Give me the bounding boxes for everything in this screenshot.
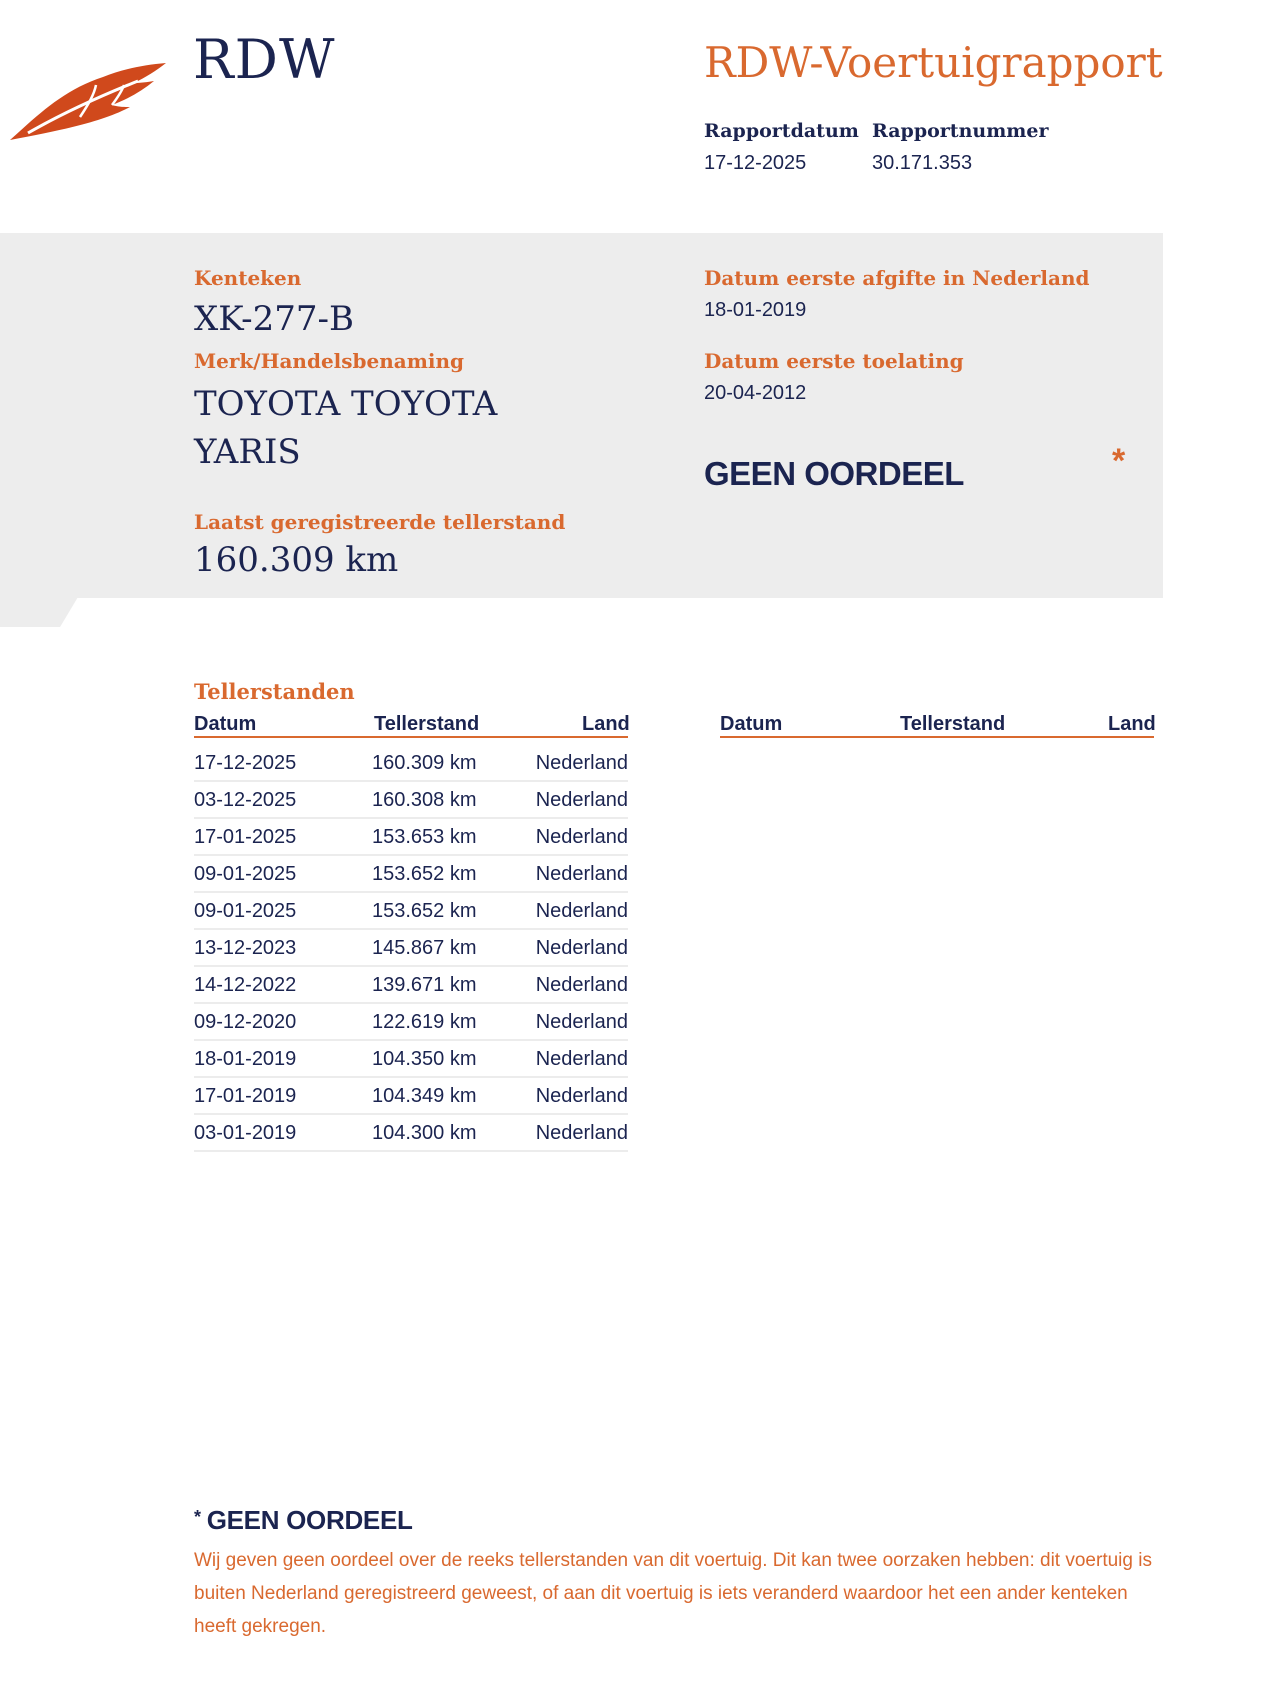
row-odometer: 104.300 km: [372, 1122, 477, 1144]
row-date: 09-01-2025: [194, 900, 297, 922]
table-row: [194, 1041, 628, 1078]
report-date-label: Rapportdatum: [704, 120, 859, 142]
row-odometer: 104.350 km: [372, 1048, 477, 1070]
footnote-marker: *: [194, 1507, 201, 1527]
row-date: 03-01-2019: [194, 1122, 297, 1144]
readings-table: [194, 745, 628, 1152]
row-date: 18-01-2019: [194, 1048, 297, 1070]
footnote-title: [194, 1505, 413, 1536]
row-country: Nederland: [535, 900, 628, 922]
row-odometer: 139.671 km: [372, 974, 477, 996]
table-row: [194, 1004, 628, 1041]
make-line-2: YARIS: [194, 432, 301, 472]
row-date: 03-12-2025: [194, 789, 297, 811]
row-date: 09-12-2020: [194, 1011, 297, 1033]
first-nl-date: 18-01-2019: [704, 299, 807, 321]
make-line-1: TOYOTA TOYOTA: [194, 384, 498, 424]
plate-value: XK-277-B: [194, 299, 354, 339]
report-title: RDW-Voertuigrapport: [704, 38, 1163, 87]
row-country: Nederland: [535, 1048, 628, 1070]
table-row: [194, 745, 628, 782]
col-header-date: Datum: [194, 713, 257, 735]
header-underline: [194, 736, 628, 738]
row-country: Nederland: [535, 1085, 628, 1107]
row-date: 09-01-2025: [194, 863, 297, 885]
table-row: [194, 1115, 628, 1152]
row-country: Nederland: [535, 1122, 628, 1144]
row-country: Nederland: [535, 937, 628, 959]
table-row: [194, 930, 628, 967]
row-country: Nederland: [535, 1011, 628, 1033]
make-label: Merk/Handelsbenaming: [194, 349, 465, 373]
first-nl-label: Datum eerste afgifte in Nederland: [704, 266, 1090, 290]
report-number: 30.171.353: [872, 152, 973, 174]
row-odometer: 160.308 km: [372, 789, 477, 811]
verdict-marker: *: [1112, 442, 1126, 480]
row-odometer: 104.349 km: [372, 1085, 477, 1107]
col-header-date-2: Datum: [720, 713, 783, 735]
report-number-label: Rapportnummer: [872, 120, 1049, 142]
row-country: Nederland: [535, 789, 628, 811]
rdw-logo-icon: [8, 55, 168, 145]
odometer-value: 160.309 km: [194, 540, 399, 580]
row-odometer: 153.653 km: [372, 826, 477, 848]
first-admission-date: 20-04-2012: [704, 382, 807, 404]
row-date: 14-12-2022: [194, 974, 297, 996]
footnote-title-text: GEEN OORDEEL: [206, 1505, 413, 1535]
col-header-odometer: Tellerstand: [374, 713, 480, 735]
table-row: [194, 856, 628, 893]
col-header-country: Land: [582, 713, 630, 735]
header-underline-2: [720, 736, 1154, 738]
table-row: [194, 782, 628, 819]
table-row: [194, 893, 628, 930]
brand-name: RDW: [193, 28, 336, 91]
row-date: 13-12-2023: [194, 937, 297, 959]
row-odometer: 160.309 km: [372, 752, 477, 774]
table-row: [194, 1078, 628, 1115]
row-odometer: 145.867 km: [372, 937, 477, 959]
row-odometer: 153.652 km: [372, 863, 477, 885]
row-odometer: 122.619 km: [372, 1011, 477, 1033]
summary-band-tab: [0, 597, 78, 627]
row-country: Nederland: [535, 974, 628, 996]
table-row: [194, 819, 628, 856]
plate-label: Kenteken: [194, 266, 302, 290]
verdict: GEEN OORDEEL: [704, 455, 964, 492]
col-header-odometer-2: Tellerstand: [900, 713, 1006, 735]
row-country: Nederland: [535, 752, 628, 774]
row-country: Nederland: [535, 863, 628, 885]
report-date: 17-12-2025: [704, 152, 807, 174]
table-row: [194, 967, 628, 1004]
col-header-country-2: Land: [1108, 713, 1156, 735]
first-admission-label: Datum eerste toelating: [704, 349, 964, 373]
row-date: 17-01-2019: [194, 1085, 297, 1107]
row-date: 17-01-2025: [194, 826, 297, 848]
odometer-label: Laatst geregistreerde tellerstand: [194, 510, 566, 534]
footnote-text: Wij geven geen oordeel over de reeks tellerstanden van dit voertuig. Dit kan twee oorzaken hebben: dit voertuig is buiten Nederland geregistreerd geweest, of aan dit voertuig is iets veranderd waardoor het een ander kenteken heeft gekregen.: [194, 1550, 1152, 1637]
row-country: Nederland: [535, 826, 628, 848]
row-date: 17-12-2025: [194, 752, 297, 774]
readings-title: Tellerstanden: [194, 679, 355, 704]
row-odometer: 153.652 km: [372, 900, 477, 922]
